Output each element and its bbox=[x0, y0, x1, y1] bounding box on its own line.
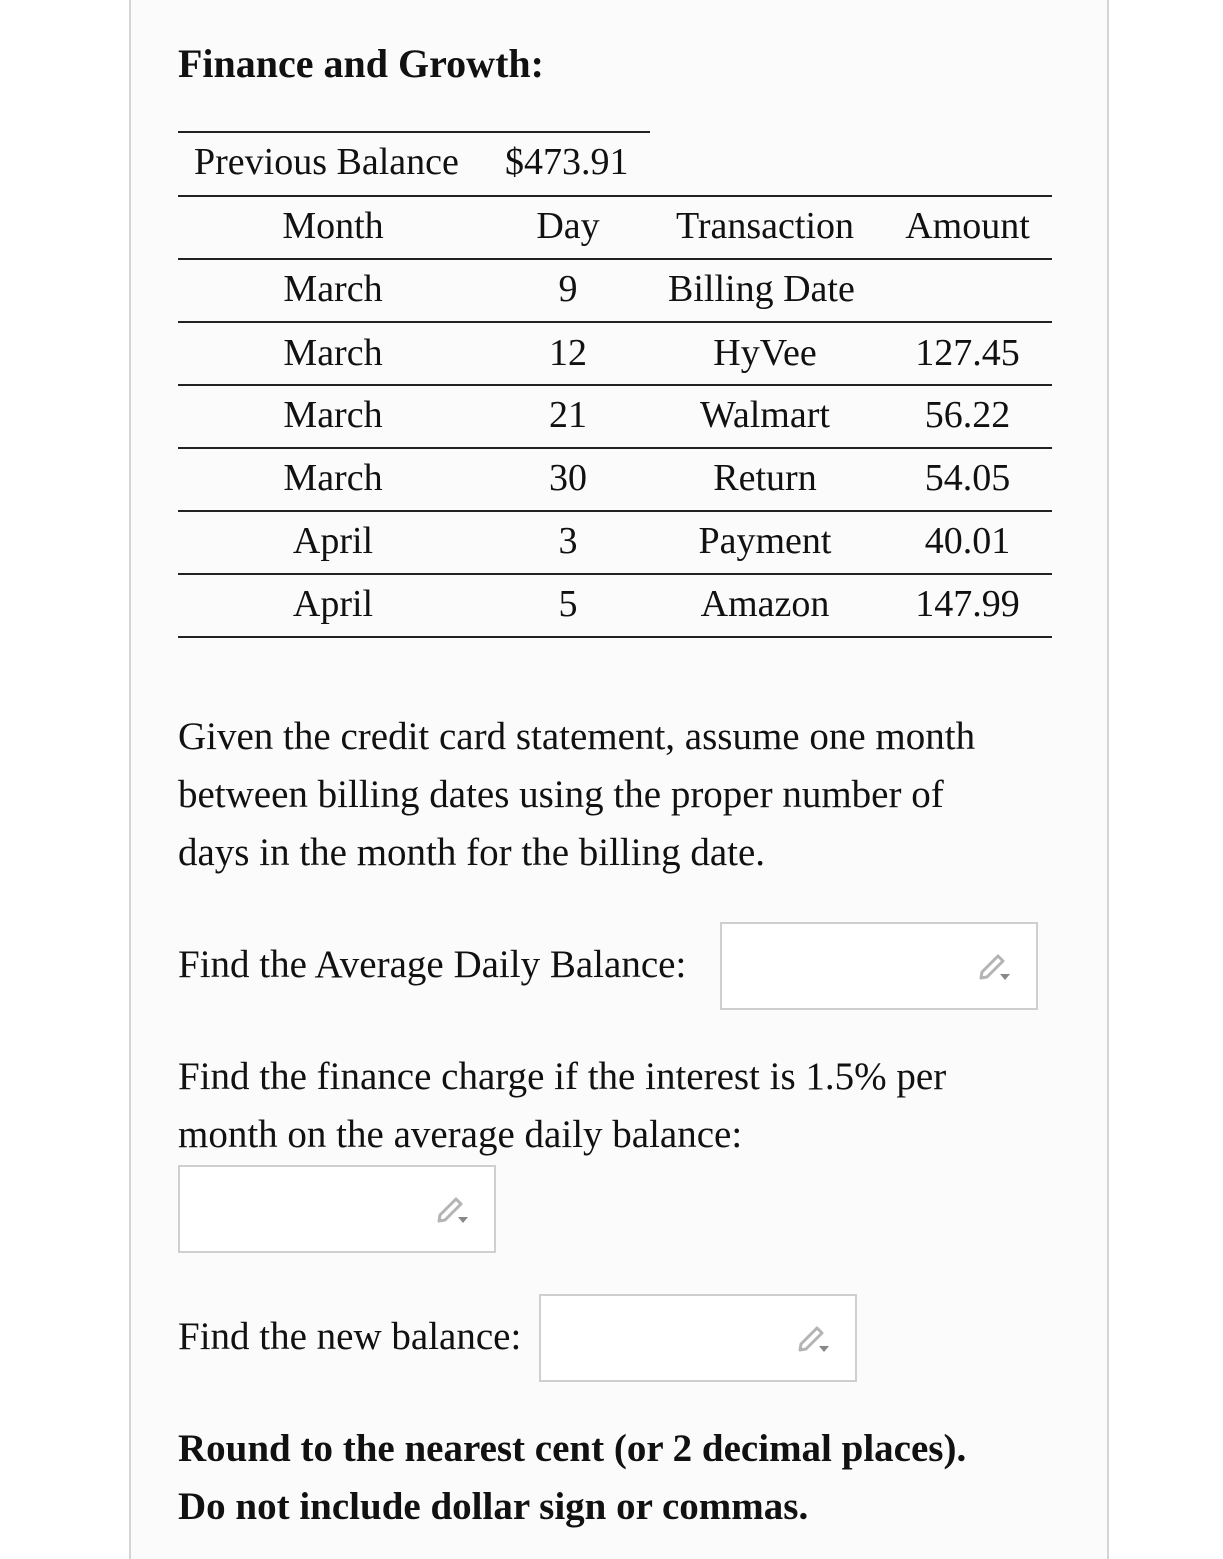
cell-amount: 147.99 bbox=[915, 583, 1020, 625]
table-rule bbox=[178, 384, 1052, 386]
cell-month: March bbox=[283, 332, 383, 374]
cell-transaction: Payment bbox=[698, 520, 832, 562]
table-rule bbox=[178, 258, 1052, 260]
cell-day: 21 bbox=[549, 394, 587, 436]
new-balance-input[interactable] bbox=[539, 1294, 857, 1382]
section-heading: Finance and Growth: bbox=[178, 41, 544, 86]
header-day: Day bbox=[536, 205, 600, 247]
cell-day: 9 bbox=[558, 268, 578, 310]
cell-amount: 40.01 bbox=[924, 520, 1011, 562]
finance-charge-input[interactable] bbox=[178, 1165, 496, 1253]
instructions-line: Given the credit card statement, assume one month bbox=[178, 715, 976, 758]
new-balance-prompt: Find the new balance: bbox=[178, 1315, 522, 1358]
cell-transaction: Amazon bbox=[700, 583, 830, 625]
table-rule bbox=[178, 195, 1052, 197]
cell-month: April bbox=[292, 583, 374, 625]
table-rule bbox=[178, 447, 1052, 449]
cell-day: 30 bbox=[549, 457, 587, 499]
prev-balance-top-rule bbox=[178, 131, 650, 133]
table-rule bbox=[178, 321, 1052, 323]
pencil-dropdown-icon[interactable] bbox=[434, 1189, 474, 1229]
pencil-dropdown-icon[interactable] bbox=[795, 1318, 835, 1358]
finance-charge-prompt bbox=[178, 1048, 946, 1164]
finance-charge-prompt-line: month on the average daily balance: bbox=[178, 1113, 743, 1156]
previous-balance-label: Previous Balance bbox=[194, 141, 459, 183]
header-transaction: Transaction bbox=[675, 205, 855, 247]
header-month: Month bbox=[282, 205, 384, 247]
cell-transaction: HyVee bbox=[713, 332, 817, 374]
cell-amount: 54.05 bbox=[924, 457, 1011, 499]
rounding-note-line: Do not include dollar sign or commas. bbox=[178, 1485, 809, 1528]
instructions-paragraph bbox=[178, 708, 975, 882]
cell-day: 5 bbox=[558, 583, 578, 625]
cell-month: March bbox=[283, 268, 383, 310]
cell-day: 12 bbox=[549, 332, 587, 374]
table-rule bbox=[178, 573, 1052, 575]
table-rule bbox=[178, 636, 1052, 638]
cell-month: April bbox=[292, 520, 374, 562]
avg-daily-balance-prompt: Find the Average Daily Balance: bbox=[178, 943, 687, 986]
pencil-dropdown-icon[interactable] bbox=[976, 946, 1016, 986]
rounding-note-line: Round to the nearest cent (or 2 decimal places). bbox=[178, 1427, 967, 1470]
instructions-line: days in the month for the billing date. bbox=[178, 831, 766, 874]
cell-month: March bbox=[283, 457, 383, 499]
instructions-line: between billing dates using the proper number of bbox=[178, 773, 944, 816]
cell-amount: 56.22 bbox=[924, 394, 1011, 436]
cell-month: March bbox=[283, 394, 383, 436]
cell-transaction: Return bbox=[713, 457, 817, 499]
cell-transaction: Walmart bbox=[700, 394, 830, 436]
cell-amount: 127.45 bbox=[915, 332, 1020, 374]
cell-transaction: Billing Date bbox=[668, 268, 855, 310]
cell-day: 3 bbox=[558, 520, 578, 562]
previous-balance-value: $473.91 bbox=[505, 141, 629, 183]
rounding-note bbox=[178, 1420, 966, 1536]
table-rule bbox=[178, 510, 1052, 512]
header-amount: Amount bbox=[905, 205, 1030, 247]
avg-daily-balance-input[interactable] bbox=[720, 922, 1038, 1010]
finance-charge-prompt-line: Find the finance charge if the interest is 1.5% per bbox=[178, 1055, 947, 1098]
